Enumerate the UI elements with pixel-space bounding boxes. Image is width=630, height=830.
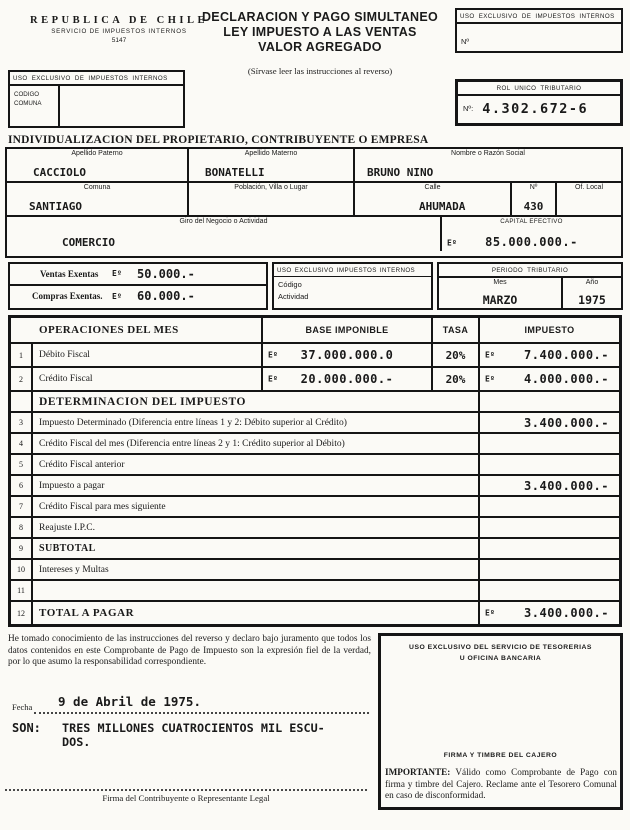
tasa-value: 20% [445,348,466,362]
compras-exentas-row [10,286,266,308]
field-giro [7,217,442,251]
identification-row-business [7,217,621,251]
field-value: CACCIOLO [33,166,86,179]
rut-box-title: ROL UNICO TRIBUTARIO [458,82,620,96]
field-label: Comuna [83,184,111,191]
actividad-label: Actividad [278,291,309,301]
operations-table [8,315,622,627]
issuer-block [26,15,212,44]
field-value: 430 [523,200,544,213]
sii-exclusive-box-title: USO EXCLUSIVO DE IMPUESTOS INTERNOS [457,10,621,24]
field-label: Mes [493,278,507,286]
impuesto-value: 7.400.000.- [524,348,609,362]
row-label: Crédito Fiscal para mes siguiente [33,497,480,516]
issuer-agency: SERVICIO DE IMPUESTOS INTERNOS [51,28,187,35]
column-header-base-imponible: BASE IMPONIBLE [263,318,433,342]
form-title-line2: LEY IMPUESTO A LAS VENTAS [223,25,417,39]
row-number: 1 [11,344,33,366]
field-anio [563,278,621,309]
row-number: 11 [11,581,33,600]
impuesto-cell [480,518,619,537]
capital-value-row [442,235,621,251]
row-label: SUBTOTAL [33,539,480,558]
field-value: SANTIAGO [29,200,82,213]
sworn-declaration-text: He tomado conocimiento de las instrucciones del reverso y declaro bajo juramento que todos los datos contenidos en este Comprobante de Pago de Impuesto son la expresión fiel de la verdad, por lo que asumo la responsabilidad correspondiente. [8,634,371,668]
impuesto-value: 3.400.000.- [524,478,609,493]
amount-in-words-line1: TRES MILLONES CUATROCIENTOS MIL ESCU- [62,721,325,735]
field-label: Año [585,278,599,286]
table-row [11,539,619,560]
amount-in-words-line2: DOS. [62,735,91,749]
impuesto-cell [480,539,619,558]
compras-exentas-label: Compras Exentas. [32,291,103,302]
table-row [11,581,619,602]
section-header-label: DETERMINACION DEL IMPUESTO [33,392,480,411]
identification-row-address [7,183,621,217]
row-number [11,392,33,411]
impuesto-cell [480,497,619,516]
tasa-value: 20% [445,372,466,386]
row-number: 7 [11,497,33,516]
table-row-total [11,602,619,624]
table-row [11,497,619,518]
taxpayer-signature-label: Firma del Contribuyente o Representante Legal [102,793,270,803]
field-value: BONATELLI [205,166,265,179]
field-label: CAPITAL EFECTIVO [500,218,563,225]
codigo-label: Código [278,279,302,289]
impuesto-cell [480,581,619,600]
row-label: Impuesto a pagar [33,476,480,495]
comuna-box-body [10,86,183,127]
impuesto-cell [480,413,619,432]
important-notice [385,767,617,802]
row-number: 3 [11,413,33,432]
table-section-header-row [11,392,619,413]
field-comuna [7,183,189,215]
field-value: MARZO [482,292,518,307]
impuesto-value: 3.400.000.- [524,415,609,430]
field-calle [355,183,512,215]
impuesto-cell [480,602,619,624]
row-label: Impuesto Determinado (Diferencia entre líneas 1 y 2: Débito superior al Crédito) [33,413,480,432]
field-value: 1975 [578,292,606,307]
currency-symbol: Eº [447,238,457,248]
impuesto-cell [480,476,619,495]
field-label: Apellido Paterno [71,150,123,157]
impuesto-cell [480,434,619,453]
row-label: Crédito Fiscal anterior [33,455,480,474]
comuna-code-label-line2: COMUNA [14,99,42,107]
row-number: 10 [11,560,33,579]
field-value: 85.000.000.- [485,235,578,249]
row-number: 6 [11,476,33,495]
currency-symbol: Eº [112,291,122,301]
important-notice-text: Válido como Comprobante de Pago con firma y timbre del Cajero. Reclame ante el Tesorero Comunal en caso de disconformidad. [385,767,617,800]
ventas-exentas-row [10,264,266,286]
rut-number-label: Nº: [463,104,474,113]
fecha-dotted-line [34,712,369,714]
cashier-signature-label: FIRMA Y TIMBRE DEL CAJERO [443,752,558,759]
form-title [196,10,444,55]
compras-exentas-value: 60.000.- [137,289,195,304]
identification-box [5,147,623,258]
rut-value: 4.302.672-6 [482,100,589,117]
base-imponible-cell [263,344,433,366]
currency-symbol: Eº [485,608,495,618]
row-number: 5 [11,455,33,474]
fecha-label: Fecha [12,702,33,712]
taxpayer-signature-line [5,789,367,791]
table-row [11,518,619,539]
field-apellido-paterno [7,149,189,181]
field-value: COMERCIO [62,236,115,249]
row-number: 9 [11,539,33,558]
row-label [33,581,480,600]
impuesto-value: 4.000.000.- [524,372,609,386]
table-row [11,455,619,476]
impuesto-cell [480,392,619,411]
field-value [557,213,621,215]
treasury-bank-box [378,633,623,810]
identification-row-names [7,149,621,183]
table-row [11,344,619,368]
row-number: 12 [11,602,33,624]
row-label: TOTAL A PAGAR [33,602,480,624]
field-capital-efectivo [442,217,621,251]
form-code: 5147 [111,37,127,44]
treasury-box-title-line1: USO EXCLUSIVO DEL SERVICIO DE TESORERIAS [409,644,592,651]
field-label: Of. Local [574,184,603,191]
row-number: 8 [11,518,33,537]
amount-in-words-label: SON: [12,721,41,735]
field-nombre-razon-social [355,149,621,181]
field-value [189,213,353,215]
currency-symbol: Eº [485,374,495,384]
sii-exclusive-use-box [455,8,623,53]
column-header-impuesto: IMPUESTO [524,325,575,335]
comuna-code-value [60,86,183,127]
important-notice-label: IMPORTANTE: [385,767,451,777]
fecha-value: 9 de Abril de 1975. [58,694,201,709]
table-row [11,413,619,434]
comuna-code-label-line1: CODIGO [14,90,40,98]
treasury-box-title-line2: U OFICINA BANCARIA [459,654,542,662]
field-label: Nombre o Razón Social [451,150,525,157]
field-oficina-local [557,183,621,215]
sii-activity-box-title: USO EXCLUSIVO IMPUESTOS INTERNOS [274,264,431,277]
field-label: Apellido Materno [244,150,298,157]
impuesto-cell [480,560,619,579]
impuesto-cell [480,368,619,390]
impuesto-cell [480,455,619,474]
tax-period-body [439,278,621,309]
form-title-line3: VALOR AGREGADO [258,40,382,54]
row-label: Reajuste I.P.C. [33,518,480,537]
table-row [11,434,619,455]
treasury-box-title [381,636,620,664]
comuna-code-box [8,70,185,128]
field-mes [439,278,563,309]
field-value: AHUMADA [419,200,466,213]
row-label: Intereses y Multas [33,560,480,579]
base-imponible-value: 37.000.000.0 [300,348,394,362]
row-label: Crédito Fiscal [33,368,263,390]
tasa-cell [433,344,480,366]
field-poblacion [189,183,355,215]
field-apellido-materno [189,149,355,181]
tax-period-box [437,262,623,310]
field-label: Giro del Negocio o Actividad [179,218,268,225]
sii-number-label: Nº [461,37,470,46]
issuer-country: REPUBLICA DE CHILE [30,15,208,26]
table-row [11,476,619,497]
form-title-line1: DECLARACION Y PAGO SIMULTANEO [201,10,439,24]
field-label: Nº [529,184,538,191]
sii-activity-code-box [272,262,433,310]
rut-number-row [458,96,620,117]
ventas-exentas-value: 50.000.- [137,266,195,281]
column-header-tasa: TASA [433,318,480,342]
field-value: BRUNO NINO [367,166,434,179]
currency-symbol: Eº [268,350,278,360]
identification-section-title: INDIVIDUALIZACION DEL PROPIETARIO, CONTRIBUYENTE O EMPRESA [8,134,429,146]
exempt-amounts-box [8,262,268,310]
instructions-note: (Sírvase leer las instrucciones al reverso) [247,66,393,76]
currency-symbol: Eº [112,269,122,279]
row-number: 4 [11,434,33,453]
ventas-exentas-label: Ventas Exentas [40,268,99,279]
table-row [11,560,619,581]
column-header-operaciones: OPERACIONES DEL MES [11,318,263,342]
table-row [11,368,619,392]
tasa-cell [433,368,480,390]
row-label: Débito Fiscal [33,344,263,366]
rut-box [455,79,623,126]
table-header-row [11,318,619,344]
base-imponible-value: 20.000.000.- [300,372,394,386]
row-number: 2 [11,368,33,390]
field-label: Calle [424,184,441,191]
comuna-code-label [10,86,60,127]
tax-period-title: PERIODO TRIBUTARIO [439,264,621,278]
currency-symbol: Eº [268,374,278,384]
impuesto-value: 3.400.000.- [524,606,609,620]
row-label: Crédito Fiscal del mes (Diferencia entre líneas 2 y 1: Crédito superior al Débito) [33,434,480,453]
comuna-box-title: USO EXCLUSIVO DE IMPUESTOS INTERNOS [10,72,183,86]
base-imponible-cell [263,368,433,390]
field-label: Población, Villa o Lugar [234,184,308,191]
field-numero [512,183,557,215]
currency-symbol: Eº [485,350,495,360]
impuesto-cell [480,344,619,366]
